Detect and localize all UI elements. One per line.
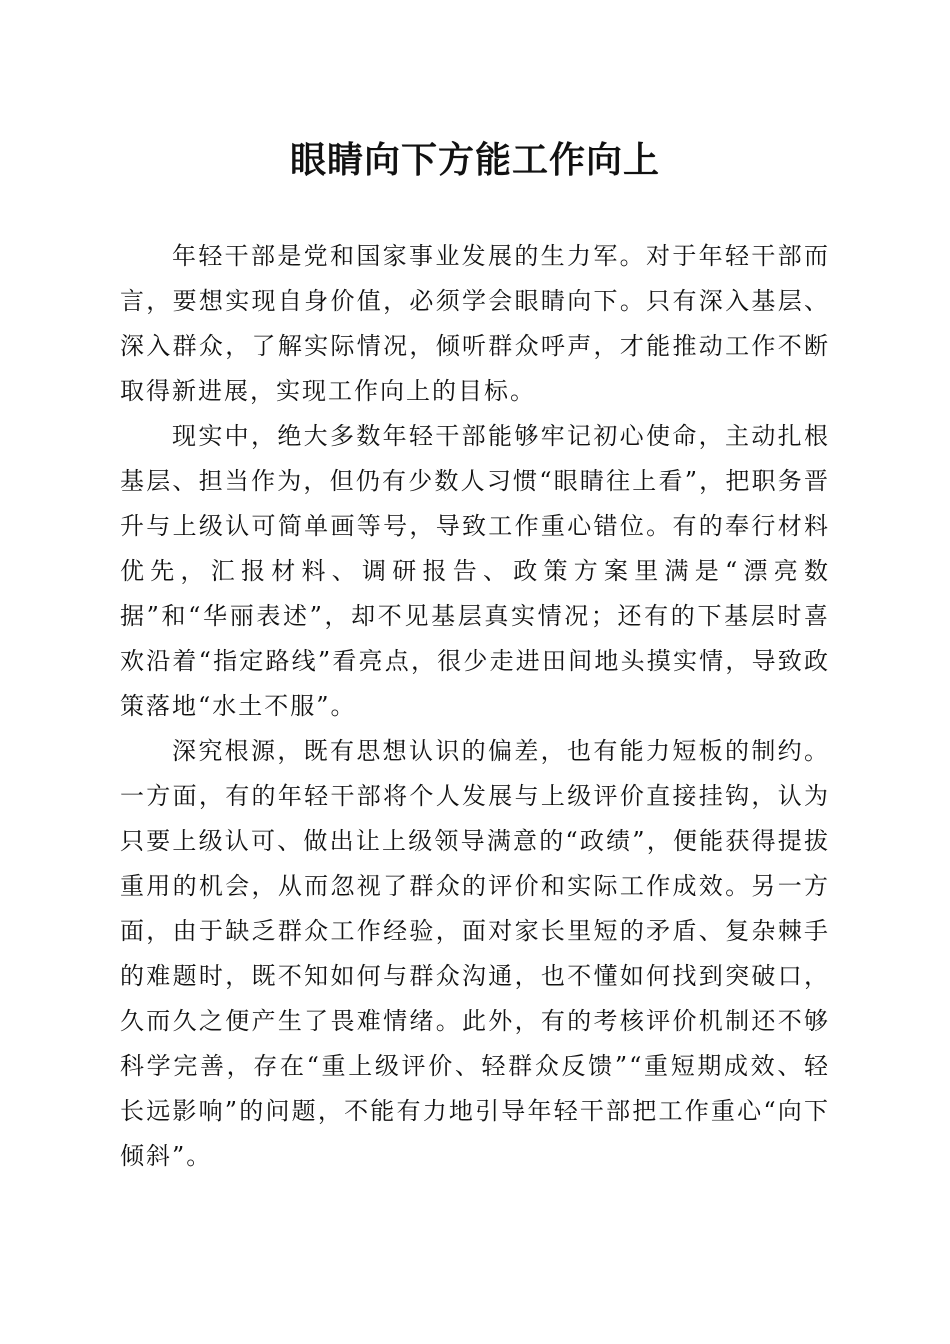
document-body: [120, 234, 830, 1179]
document-title: 眼睛向下方能工作向上: [289, 139, 660, 181]
paragraph-3: 深究根源，既有思想认识的偏差，也有能力短板的制约。一方面，有的年轻干部将个人发展与上级评价直接挂钩，认为只要上级认可、做出让上级领导满意的“政绩”，便能获得提拔重用的机会，从而忽视了群众的评价和实际工作成效。另一方面，由于缺乏群众工作经验，面对家长里短的矛盾、复杂棘手的难题时，既不知如何与群众沟通，也不懂如何找到突破口，久而久之便产生了畏难情绪。此外，有的考核评价机制还不够科学完善，存在“重上级评价、轻群众反馈”“重短期成效、轻长远影响”的问题，不能有力地引导年轻干部把工作重心“向下倾斜”。: [120, 737, 830, 1170]
paragraph-2: 现实中，绝大多数年轻干部能够牢记初心使命，主动扎根基层、担当作为，但仍有少数人习惯“眼睛往上看”，把职务晋升与上级认可简单画等号，导致工作重心错位。有的奉行材料优先，汇报材料、调研报告、政策方案里满是“漂亮数据”和“华丽表述”，却不见基层真实情况；还有的下基层时喜欢沿着“指定路线”看亮点，很少走进田间地头摸实情，导致政策落地“水土不服”。: [120, 422, 830, 720]
paragraph-1: 年轻干部是党和国家事业发展的生力军。对于年轻干部而言，要想实现自身价值，必须学会眼睛向下。只有深入基层、深入群众，了解实际情况，倾听群众呼声，才能推动工作不断取得新进展，实现工作向上的目标。: [120, 242, 830, 405]
